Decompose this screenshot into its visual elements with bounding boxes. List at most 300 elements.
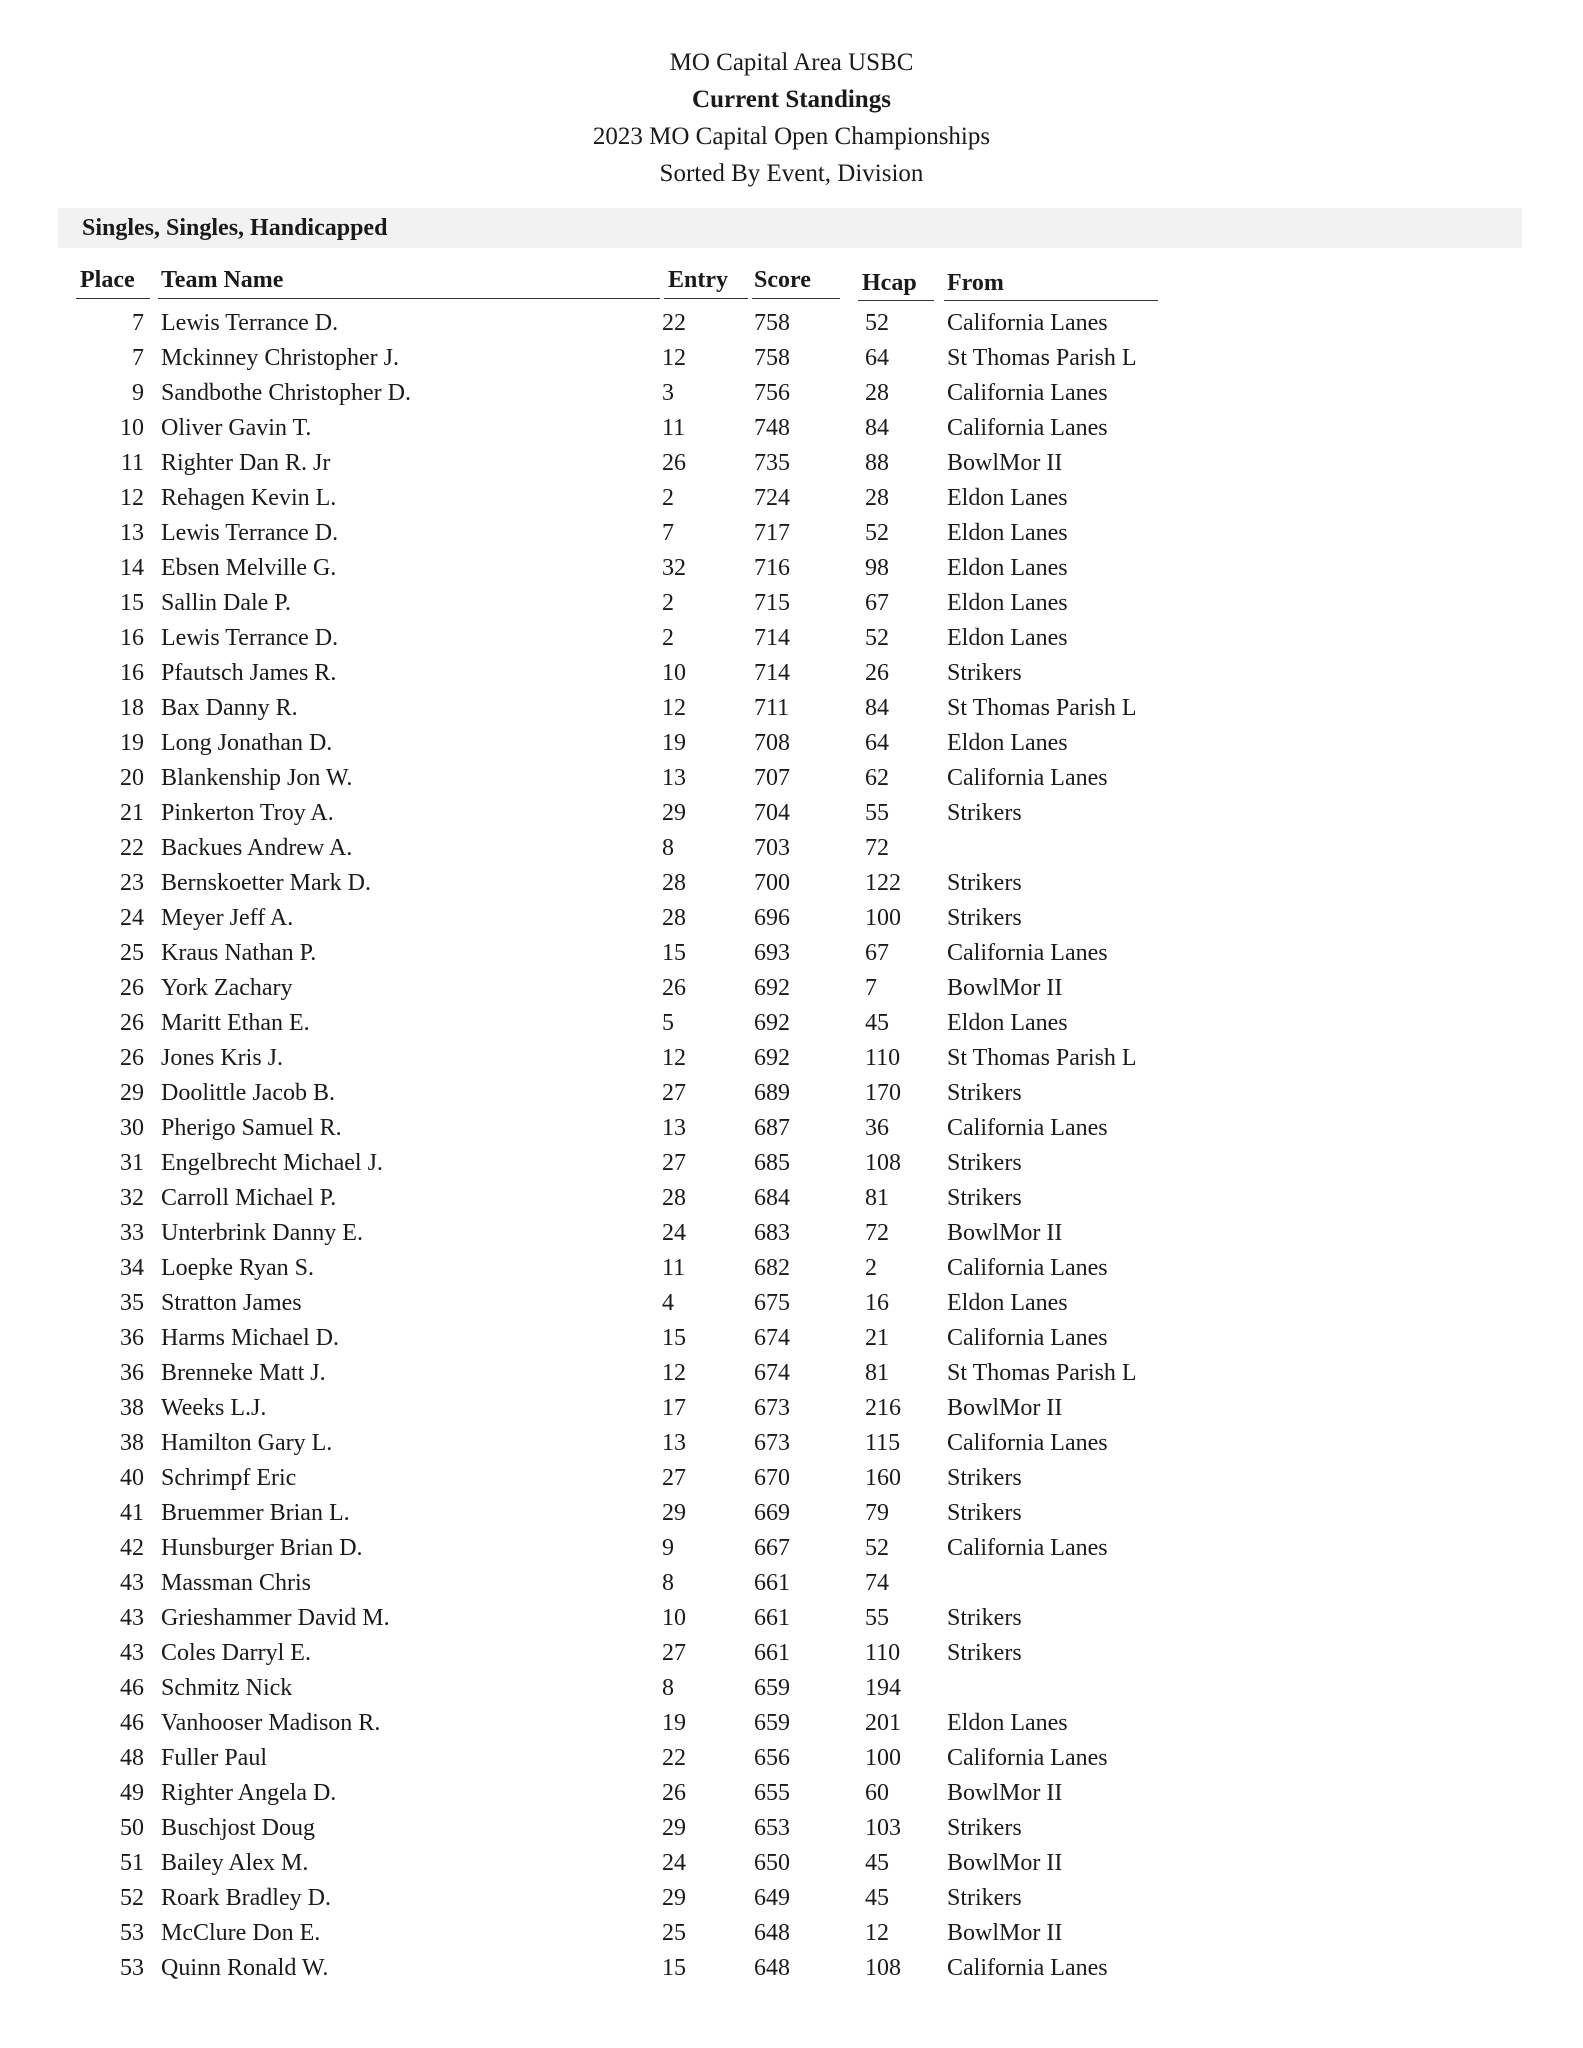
entry-cell: 15 (662, 1955, 686, 1981)
team-name-cell: Quinn Ronald W. (161, 1955, 329, 1981)
entry-cell: 22 (662, 310, 686, 336)
from-cell: California Lanes (947, 1255, 1108, 1281)
table-row (0, 1566, 1583, 1601)
table-row (0, 1146, 1583, 1181)
from-cell: California Lanes (947, 765, 1108, 791)
hcap-cell: 16 (865, 1290, 889, 1316)
hcap-cell: 12 (865, 1920, 889, 1946)
from-cell: Strikers (947, 800, 1022, 826)
hcap-cell: 84 (865, 415, 889, 441)
team-name-cell: Jones Kris J. (161, 1045, 284, 1071)
entry-cell: 8 (662, 835, 674, 861)
place-cell: 24 (120, 905, 144, 931)
entry-cell: 28 (662, 905, 686, 931)
entry-cell: 5 (662, 1010, 674, 1036)
hcap-cell: 60 (865, 1780, 889, 1806)
hcap-cell: 103 (865, 1815, 901, 1841)
from-cell: California Lanes (947, 1430, 1108, 1456)
place-cell: 46 (120, 1710, 144, 1736)
hcap-cell: 108 (865, 1150, 901, 1176)
entry-cell: 27 (662, 1150, 686, 1176)
hcap-cell: 2 (865, 1255, 877, 1281)
hcap-cell: 72 (865, 1220, 889, 1246)
score-cell: 756 (754, 380, 790, 406)
from-cell: California Lanes (947, 380, 1108, 406)
table-row (0, 1601, 1583, 1636)
hcap-cell: 160 (865, 1465, 901, 1491)
entry-cell: 12 (662, 345, 686, 371)
hcap-cell: 81 (865, 1185, 889, 1211)
score-cell: 708 (754, 730, 790, 756)
from-cell: Strikers (947, 1605, 1022, 1631)
hcap-cell: 170 (865, 1080, 901, 1106)
score-cell: 711 (754, 695, 790, 721)
table-row (0, 621, 1583, 656)
score-cell: 758 (754, 345, 790, 371)
team-name-cell: Schmitz Nick (161, 1675, 293, 1701)
header-underline (752, 298, 840, 299)
from-cell: BowlMor II (947, 1850, 1063, 1876)
hcap-cell: 108 (865, 1955, 901, 1981)
score-cell: 693 (754, 940, 790, 966)
place-cell: 23 (120, 870, 144, 896)
from-cell: Eldon Lanes (947, 1710, 1068, 1736)
table-row (0, 1916, 1583, 1951)
from-cell: California Lanes (947, 940, 1108, 966)
from-cell: Strikers (947, 1500, 1022, 1526)
table-row (0, 1286, 1583, 1321)
table-row (0, 481, 1583, 516)
place-cell: 30 (120, 1115, 144, 1141)
hcap-cell: 45 (865, 1885, 889, 1911)
place-cell: 22 (120, 835, 144, 861)
team-name-cell: Stratton James (161, 1290, 302, 1316)
table-row (0, 516, 1583, 551)
team-name-cell: Massman Chris (161, 1570, 311, 1596)
table-row (0, 1356, 1583, 1391)
score-cell: 661 (754, 1570, 790, 1596)
hcap-cell: 110 (865, 1640, 901, 1666)
place-cell: 16 (120, 625, 144, 651)
hcap-cell: 52 (865, 625, 889, 651)
entry-cell: 3 (662, 380, 674, 406)
table-row (0, 1461, 1583, 1496)
from-cell: Eldon Lanes (947, 1290, 1068, 1316)
team-name-cell: Backues Andrew A. (161, 835, 353, 861)
entry-cell: 28 (662, 870, 686, 896)
from-cell: Strikers (947, 905, 1022, 931)
table-row (0, 586, 1583, 621)
score-cell: 667 (754, 1535, 790, 1561)
score-cell: 687 (754, 1115, 790, 1141)
header-underline (858, 300, 934, 301)
hcap-cell: 110 (865, 1045, 901, 1071)
place-cell: 20 (120, 765, 144, 791)
hcap-cell: 100 (865, 905, 901, 931)
entry-cell: 26 (662, 975, 686, 1001)
hcap-cell: 74 (865, 1570, 889, 1596)
hcap-cell: 216 (865, 1395, 901, 1421)
score-cell: 684 (754, 1185, 790, 1211)
hcap-cell: 88 (865, 450, 889, 476)
score-cell: 659 (754, 1675, 790, 1701)
team-name-cell: Buschjost Doug (161, 1815, 316, 1841)
hcap-cell: 55 (865, 800, 889, 826)
from-cell: Eldon Lanes (947, 485, 1068, 511)
entry-cell: 8 (662, 1675, 674, 1701)
table-row (0, 1111, 1583, 1146)
table-row (0, 1636, 1583, 1671)
place-cell: 49 (120, 1780, 144, 1806)
place-cell: 38 (120, 1430, 144, 1456)
team-name-cell: McClure Don E. (161, 1920, 321, 1946)
entry-cell: 8 (662, 1570, 674, 1596)
from-cell: Strikers (947, 1465, 1022, 1491)
from-cell: Strikers (947, 1885, 1022, 1911)
place-cell: 14 (120, 555, 144, 581)
team-name-cell: Fuller Paul (161, 1745, 267, 1771)
score-cell: 685 (754, 1150, 790, 1176)
entry-cell: 25 (662, 1920, 686, 1946)
report-title: Current Standings (692, 86, 891, 113)
table-row (0, 726, 1583, 761)
table-row (0, 1496, 1583, 1531)
from-cell: Eldon Lanes (947, 555, 1068, 581)
from-cell: BowlMor II (947, 1780, 1063, 1806)
table-row (0, 551, 1583, 586)
table-row (0, 446, 1583, 481)
place-cell: 26 (120, 975, 144, 1001)
hcap-cell: 72 (865, 835, 889, 861)
hcap-cell: 122 (865, 870, 901, 896)
entry-cell: 19 (662, 1710, 686, 1736)
score-cell: 692 (754, 1045, 790, 1071)
hcap-cell: 21 (865, 1325, 889, 1351)
hcap-cell: 67 (865, 590, 889, 616)
place-cell: 11 (120, 450, 144, 476)
table-row (0, 411, 1583, 446)
from-cell: California Lanes (947, 310, 1108, 336)
from-cell: California Lanes (947, 1325, 1108, 1351)
place-cell: 38 (120, 1395, 144, 1421)
team-name-cell: Oliver Gavin T. (161, 415, 312, 441)
hcap-cell: 84 (865, 695, 889, 721)
team-name-cell: Brenneke Matt J. (161, 1360, 326, 1386)
from-cell: California Lanes (947, 1535, 1108, 1561)
score-cell: 661 (754, 1640, 790, 1666)
from-cell: Strikers (947, 870, 1022, 896)
team-name-cell: Bernskoetter Mark D. (161, 870, 371, 896)
score-cell: 674 (754, 1360, 790, 1386)
team-name-cell: Pinkerton Troy A. (161, 800, 334, 826)
team-name-cell: Harms Michael D. (161, 1325, 339, 1351)
score-cell: 714 (754, 660, 790, 686)
place-cell: 31 (120, 1150, 144, 1176)
score-cell: 655 (754, 1780, 790, 1806)
from-cell: Strikers (947, 1815, 1022, 1841)
place-cell: 34 (120, 1255, 144, 1281)
table-row (0, 761, 1583, 796)
place-cell: 21 (120, 800, 144, 826)
team-name-cell: Rehagen Kevin L. (161, 485, 337, 511)
score-cell: 700 (754, 870, 790, 896)
table-row (0, 1041, 1583, 1076)
column-header-score: Score (754, 267, 811, 293)
place-cell: 35 (120, 1290, 144, 1316)
table-row (0, 1811, 1583, 1846)
score-cell: 689 (754, 1080, 790, 1106)
hcap-cell: 79 (865, 1500, 889, 1526)
entry-cell: 10 (662, 660, 686, 686)
entry-cell: 17 (662, 1395, 686, 1421)
hcap-cell: 52 (865, 520, 889, 546)
score-cell: 669 (754, 1500, 790, 1526)
from-cell: Strikers (947, 1150, 1022, 1176)
table-row (0, 1426, 1583, 1461)
score-cell: 656 (754, 1745, 790, 1771)
hcap-cell: 7 (865, 975, 877, 1001)
team-name-cell: Sandbothe Christopher D. (161, 380, 411, 406)
table-row (0, 1006, 1583, 1041)
team-name-cell: Pherigo Samuel R. (161, 1115, 342, 1141)
event-title: Singles, Singles, Handicapped (82, 215, 388, 241)
score-cell: 692 (754, 1010, 790, 1036)
team-name-cell: Weeks L.J. (161, 1395, 267, 1421)
score-cell: 707 (754, 765, 790, 791)
team-name-cell: Long Jonathan D. (161, 730, 333, 756)
place-cell: 9 (132, 380, 144, 406)
from-cell: California Lanes (947, 415, 1108, 441)
score-cell: 714 (754, 625, 790, 651)
place-cell: 52 (120, 1885, 144, 1911)
entry-cell: 26 (662, 450, 686, 476)
team-name-cell: Doolittle Jacob B. (161, 1080, 335, 1106)
place-cell: 33 (120, 1220, 144, 1246)
score-cell: 715 (754, 590, 790, 616)
team-name-cell: Engelbrecht Michael J. (161, 1150, 383, 1176)
table-row (0, 1216, 1583, 1251)
from-cell: Strikers (947, 1640, 1022, 1666)
entry-cell: 7 (662, 520, 674, 546)
team-name-cell: Bax Danny R. (161, 695, 298, 721)
table-row (0, 1391, 1583, 1426)
table-row (0, 971, 1583, 1006)
score-cell: 717 (754, 520, 790, 546)
from-cell: BowlMor II (947, 450, 1063, 476)
from-cell: Eldon Lanes (947, 625, 1068, 651)
from-cell: St Thomas Parish L (947, 345, 1137, 371)
hcap-cell: 28 (865, 485, 889, 511)
score-cell: 703 (754, 835, 790, 861)
table-row (0, 306, 1583, 341)
team-name-cell: Lewis Terrance D. (161, 520, 339, 546)
score-cell: 696 (754, 905, 790, 931)
place-cell: 25 (120, 940, 144, 966)
header-underline (944, 300, 1158, 301)
score-cell: 735 (754, 450, 790, 476)
score-cell: 659 (754, 1710, 790, 1736)
entry-cell: 29 (662, 1500, 686, 1526)
team-name-cell: Mckinney Christopher J. (161, 345, 399, 371)
standings-table (0, 306, 1583, 1986)
entry-cell: 15 (662, 940, 686, 966)
table-row (0, 1181, 1583, 1216)
hcap-cell: 45 (865, 1010, 889, 1036)
team-name-cell: Loepke Ryan S. (161, 1255, 315, 1281)
hcap-cell: 62 (865, 765, 889, 791)
organization-name: MO Capital Area USBC (669, 49, 914, 76)
place-cell: 53 (120, 1955, 144, 1981)
team-name-cell: Lewis Terrance D. (161, 625, 339, 651)
entry-cell: 29 (662, 1885, 686, 1911)
score-cell: 648 (754, 1920, 790, 1946)
score-cell: 682 (754, 1255, 790, 1281)
score-cell: 683 (754, 1220, 790, 1246)
entry-cell: 28 (662, 1185, 686, 1211)
entry-cell: 2 (662, 590, 674, 616)
entry-cell: 2 (662, 485, 674, 511)
place-cell: 7 (132, 310, 144, 336)
entry-cell: 12 (662, 1045, 686, 1071)
place-cell: 40 (120, 1465, 144, 1491)
table-row (0, 1671, 1583, 1706)
entry-cell: 11 (662, 415, 686, 441)
entry-cell: 27 (662, 1465, 686, 1491)
from-cell: BowlMor II (947, 1395, 1063, 1421)
from-cell: California Lanes (947, 1745, 1108, 1771)
from-cell: California Lanes (947, 1955, 1108, 1981)
team-name-cell: Righter Dan R. Jr (161, 450, 331, 476)
table-row (0, 1776, 1583, 1811)
entry-cell: 12 (662, 1360, 686, 1386)
team-name-cell: Hunsburger Brian D. (161, 1535, 363, 1561)
hcap-cell: 98 (865, 555, 889, 581)
hcap-cell: 81 (865, 1360, 889, 1386)
team-name-cell: Righter Angela D. (161, 1780, 337, 1806)
column-header-from: From (947, 270, 1004, 296)
entry-cell: 24 (662, 1850, 686, 1876)
place-cell: 18 (120, 695, 144, 721)
team-name-cell: Bailey Alex M. (161, 1850, 309, 1876)
entry-cell: 4 (662, 1290, 674, 1316)
place-cell: 36 (120, 1360, 144, 1386)
table-row (0, 831, 1583, 866)
column-header-entry: Entry (668, 267, 728, 293)
hcap-cell: 201 (865, 1710, 901, 1736)
score-cell: 674 (754, 1325, 790, 1351)
score-cell: 648 (754, 1955, 790, 1981)
team-name-cell: Maritt Ethan E. (161, 1010, 310, 1036)
header-underline (664, 298, 748, 299)
score-cell: 748 (754, 415, 790, 441)
score-cell: 716 (754, 555, 790, 581)
score-cell: 653 (754, 1815, 790, 1841)
from-cell: BowlMor II (947, 975, 1063, 1001)
hcap-cell: 64 (865, 730, 889, 756)
entry-cell: 27 (662, 1080, 686, 1106)
hcap-cell: 28 (865, 380, 889, 406)
hcap-cell: 52 (865, 1535, 889, 1561)
column-header-team-name: Team Name (161, 267, 284, 293)
entry-cell: 13 (662, 765, 686, 791)
table-row (0, 1741, 1583, 1776)
team-name-cell: Grieshammer David M. (161, 1605, 390, 1631)
table-row (0, 341, 1583, 376)
hcap-cell: 36 (865, 1115, 889, 1141)
from-cell: Eldon Lanes (947, 1010, 1068, 1036)
from-cell: Eldon Lanes (947, 730, 1068, 756)
place-cell: 53 (120, 1920, 144, 1946)
from-cell: St Thomas Parish L (947, 1360, 1137, 1386)
place-cell: 42 (120, 1535, 144, 1561)
place-cell: 48 (120, 1745, 144, 1771)
team-name-cell: Kraus Nathan P. (161, 940, 317, 966)
table-row (0, 866, 1583, 901)
team-name-cell: Pfautsch James R. (161, 660, 337, 686)
table-row (0, 1251, 1583, 1286)
score-cell: 650 (754, 1850, 790, 1876)
table-row (0, 1846, 1583, 1881)
place-cell: 12 (120, 485, 144, 511)
from-cell: BowlMor II (947, 1920, 1063, 1946)
place-cell: 46 (120, 1675, 144, 1701)
place-cell: 7 (132, 345, 144, 371)
hcap-cell: 115 (865, 1430, 901, 1456)
hcap-cell: 100 (865, 1745, 901, 1771)
place-cell: 26 (120, 1045, 144, 1071)
team-name-cell: Hamilton Gary L. (161, 1430, 333, 1456)
header-underline (76, 298, 150, 299)
entry-cell: 22 (662, 1745, 686, 1771)
team-name-cell: Vanhooser Madison R. (161, 1710, 381, 1736)
column-header-hcap: Hcap (862, 270, 917, 296)
place-cell: 41 (120, 1500, 144, 1526)
hcap-cell: 45 (865, 1850, 889, 1876)
table-row (0, 656, 1583, 691)
hcap-cell: 55 (865, 1605, 889, 1631)
entry-cell: 19 (662, 730, 686, 756)
team-name-cell: Carroll Michael P. (161, 1185, 337, 1211)
from-cell: St Thomas Parish L (947, 1045, 1137, 1071)
table-row (0, 376, 1583, 411)
table-row (0, 1076, 1583, 1111)
place-cell: 36 (120, 1325, 144, 1351)
place-cell: 29 (120, 1080, 144, 1106)
place-cell: 43 (120, 1640, 144, 1666)
from-cell: Strikers (947, 1080, 1022, 1106)
team-name-cell: Blankenship Jon W. (161, 765, 353, 791)
team-name-cell: Schrimpf Eric (161, 1465, 297, 1491)
from-cell: BowlMor II (947, 1220, 1063, 1246)
table-row (0, 1531, 1583, 1566)
hcap-cell: 194 (865, 1675, 901, 1701)
team-name-cell: York Zachary (161, 975, 293, 1001)
score-cell: 649 (754, 1885, 790, 1911)
place-cell: 43 (120, 1605, 144, 1631)
from-cell: Strikers (947, 1185, 1022, 1211)
entry-cell: 12 (662, 695, 686, 721)
score-cell: 675 (754, 1290, 790, 1316)
hcap-cell: 64 (865, 345, 889, 371)
place-cell: 32 (120, 1185, 144, 1211)
event-bar (58, 208, 1522, 248)
entry-cell: 24 (662, 1220, 686, 1246)
team-name-cell: Lewis Terrance D. (161, 310, 339, 336)
team-name-cell: Ebsen Melville G. (161, 555, 337, 581)
entry-cell: 10 (662, 1605, 686, 1631)
table-row (0, 936, 1583, 971)
table-row (0, 1951, 1583, 1986)
